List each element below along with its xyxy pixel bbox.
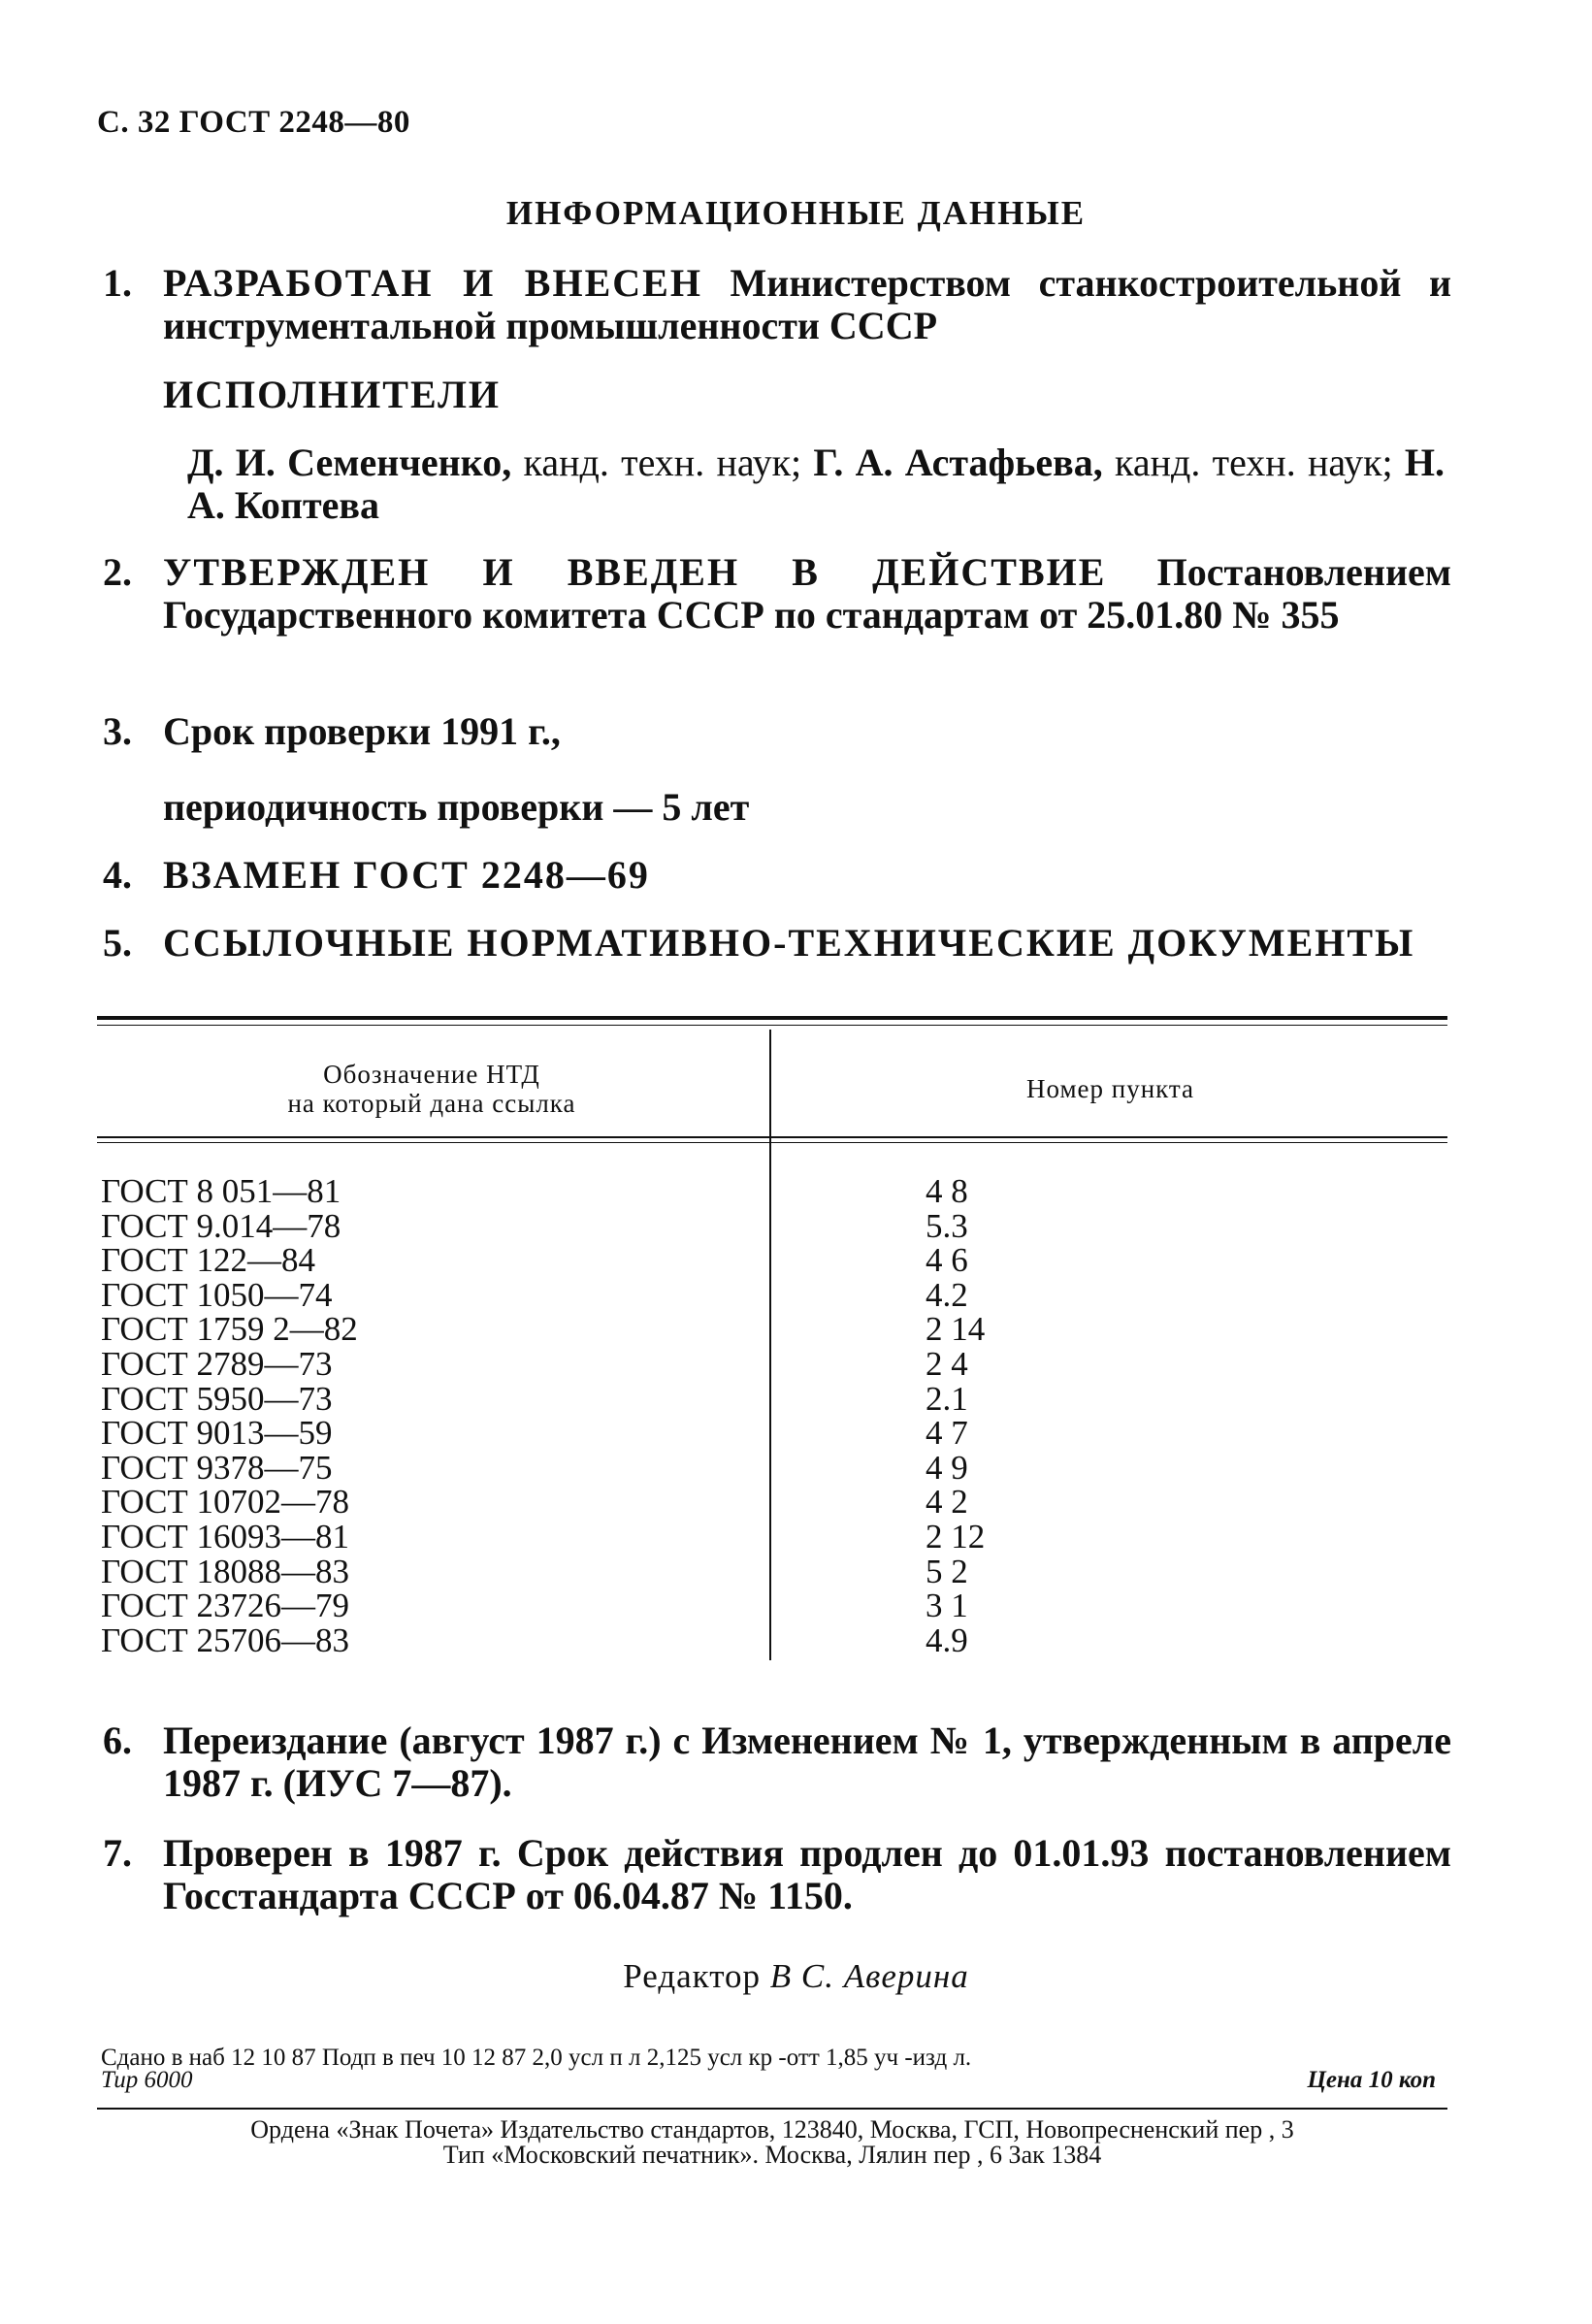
item-text: Проверен в 1987 г. Срок действия продлен до 01.01.93 постановлением Госстандарта СССР от 06.04.87 № 1150. — [163, 1831, 1451, 1917]
editor-line — [0, 1957, 1592, 1996]
item-developed-by — [103, 262, 1451, 347]
cell-clause: 5.3 — [926, 1206, 968, 1245]
item-text: Министерством станкостроительной и инструментальной промышленности СССР — [163, 261, 1451, 347]
item-text: Срок проверки 1991 г., — [163, 709, 561, 753]
table-row — [101, 1206, 1447, 1245]
executor-degree: канд. техн. наук; — [523, 441, 802, 484]
cell-clause: 2 4 — [926, 1344, 968, 1383]
table-header-rule-thin — [97, 1142, 1447, 1143]
references-table — [97, 1016, 1447, 1666]
table-row — [101, 1517, 1447, 1555]
table-body — [101, 1174, 1447, 1657]
item-number: 1. — [103, 261, 132, 305]
cell-designation: ГОСТ 18088—83 — [101, 1552, 350, 1590]
imprint-circulation: Тир 6000 — [101, 2067, 193, 2093]
item-checked — [103, 1832, 1451, 1917]
editor-name: В С. Аверина — [769, 1957, 969, 1995]
item-number: 2. — [103, 550, 132, 594]
table-row — [101, 1312, 1447, 1347]
page-header: С. 32 ГОСТ 2248—80 — [97, 105, 410, 140]
cell-designation: ГОСТ 1050—74 — [101, 1275, 333, 1314]
table-row — [101, 1552, 1447, 1590]
item-number: 7. — [103, 1831, 132, 1875]
item-number: 3. — [103, 709, 132, 753]
header-line: Обозначение НТД — [323, 1060, 540, 1089]
item-text: Переиздание (август 1987 г.) с Изменением № 1, утвержденным в апреле 1987 г. (ИУС 7—87). — [163, 1718, 1451, 1805]
table-header-clause: Номер пункта — [1025, 1074, 1195, 1103]
table-row — [101, 1620, 1447, 1659]
printer-line: Тип «Московский печатник». Москва, Лялин пер , 6 Зак 1384 — [442, 2141, 1102, 2169]
item-text: ССЫЛОЧНЫЕ НОРМАТИВНО-ТЕХНИЧЕСКИЕ ДОКУМЕНТЫ — [163, 921, 1415, 965]
cell-clause: 2 12 — [926, 1517, 986, 1555]
item-number: 5. — [103, 921, 132, 965]
cell-designation: ГОСТ 9013—59 — [101, 1414, 333, 1453]
cell-clause: 4 9 — [926, 1448, 968, 1487]
cell-clause: 4.9 — [926, 1620, 968, 1659]
imprint-line: Сдано в наб 12 10 87 Подп в печ 10 12 87 2,0 усл п л 2,125 усл кр -отт 1,85 уч -изд л. — [101, 2045, 972, 2071]
cell-clause: 4 2 — [926, 1483, 968, 1522]
item-approved — [103, 551, 1451, 637]
table-row — [101, 1448, 1447, 1487]
cell-clause: 5 2 — [926, 1552, 968, 1590]
table-row — [101, 1416, 1447, 1451]
cell-designation: ГОСТ 5950—73 — [101, 1379, 333, 1418]
item-text-continued: периодичность проверки — 5 лет — [163, 785, 750, 829]
executors-heading: ИСПОЛНИТЕЛИ — [163, 373, 502, 416]
table-top-rule — [97, 1016, 1447, 1020]
table-row — [101, 1379, 1447, 1418]
item-reissue — [103, 1719, 1451, 1805]
executor-name: Д. И. Семенченко, — [187, 441, 512, 484]
executor-name: Н. А. Коптева — [187, 441, 1446, 527]
item-lead: РАЗРАБОТАН И ВНЕСЕН — [163, 261, 702, 305]
executors-list — [187, 442, 1445, 527]
cell-clause: 2.1 — [926, 1379, 968, 1418]
table-header-designation — [97, 1060, 766, 1118]
section-title: ИНФОРМАЦИОННЫЕ ДАННЫЕ — [505, 194, 1087, 232]
cell-designation: ГОСТ 9378—75 — [101, 1448, 333, 1487]
imprint-price: Цена 10 коп — [1307, 2067, 1436, 2093]
cell-designation: ГОСТ 23726—79 — [101, 1587, 350, 1625]
header-line: на который дана ссылка — [287, 1089, 576, 1118]
item-text: Постановлением Государственного комитета СССР по стандартам от 25.01.80 № 355 — [163, 550, 1452, 637]
item-text: ВЗАМЕН ГОСТ 2248—69 — [163, 853, 650, 897]
editor-label: Редактор — [623, 1957, 762, 1995]
item-lead: УТВЕРЖДЕН И ВВЕДЕН В ДЕЙСТВИЕ — [163, 550, 1107, 594]
item-references — [103, 922, 1451, 965]
cell-clause: 4.2 — [926, 1275, 968, 1314]
executor-degree: канд. техн. наук; — [1114, 441, 1393, 484]
cell-designation: ГОСТ 10702—78 — [101, 1483, 350, 1522]
cell-designation: ГОСТ 9.014—78 — [101, 1206, 341, 1245]
cell-clause: 4 7 — [926, 1414, 968, 1453]
imprint-divider — [97, 2108, 1447, 2110]
cell-designation: ГОСТ 2789—73 — [101, 1344, 333, 1383]
cell-clause: 4 8 — [926, 1172, 968, 1210]
item-replaces — [103, 854, 1451, 897]
item-number: 6. — [103, 1718, 132, 1762]
printer-line: Ордена «Знак Почета» Издательство стандартов, 123840, Москва, ГСП, Новопресненский пер , 3 — [250, 2115, 1294, 2144]
table-row — [101, 1275, 1447, 1314]
cell-designation: ГОСТ 25706—83 — [101, 1620, 350, 1659]
item-number: 4. — [103, 853, 132, 897]
cell-designation: ГОСТ 16093—81 — [101, 1517, 350, 1555]
item-review-period — [103, 710, 1451, 753]
executor-name: Г. А. Астафьева, — [813, 441, 1103, 484]
table-row — [101, 1344, 1447, 1383]
table-row — [101, 1243, 1447, 1278]
cell-designation: ГОСТ 8 051—81 — [101, 1172, 341, 1210]
table-row — [101, 1588, 1447, 1623]
table-top-rule-thin — [97, 1025, 1447, 1026]
cell-designation: ГОСТ 122—84 — [101, 1241, 316, 1280]
table-header-rule — [97, 1136, 1447, 1138]
cell-clause: 4 6 — [926, 1241, 968, 1280]
table-row — [101, 1174, 1447, 1209]
cell-designation: ГОСТ 1759 2—82 — [101, 1310, 358, 1349]
cell-clause: 3 1 — [926, 1587, 968, 1625]
cell-clause: 2 14 — [926, 1310, 986, 1349]
table-row — [101, 1485, 1447, 1520]
